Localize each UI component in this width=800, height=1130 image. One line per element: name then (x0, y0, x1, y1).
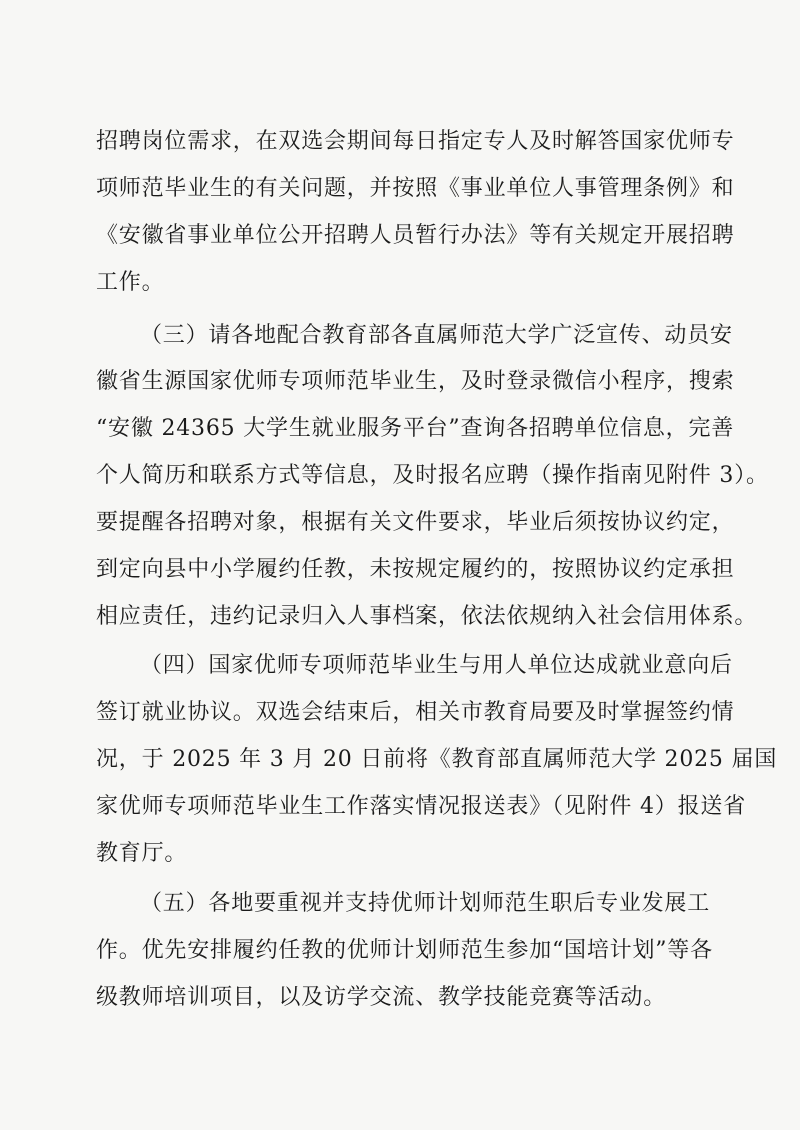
paragraph-line: 徽省生源国家优师专项师范毕业生，及时登录微信小程序，搜索 (96, 369, 735, 394)
paragraph-line: （四）国家优师专项师范毕业生与用人单位达成就业意向后 (140, 653, 733, 678)
paragraph-line: 个人简历和联系方式等信息，及时报名应聘（操作指南见附件 3）。 (96, 463, 769, 488)
paragraph-line: “安徽 24365 大学生就业服务平台”查询各招聘单位信息，完善 (96, 416, 735, 441)
paragraph-line: 级教师培训项目，以及访学交流、教学技能竞赛等活动。 (96, 985, 667, 1010)
paragraph-line: 签订就业协议。双选会结束后，相关市教育局要及时掌握签约情 (96, 700, 735, 725)
paragraph-line: 到定向县中小学履约任教，未按规定履约的，按照协议约定承担 (96, 557, 735, 582)
paragraph-line: 况，于 2025 年 3 月 20 日前将《教育部直属师范大学 2025 届国 (96, 747, 778, 772)
paragraph-line: 要提醒各招聘对象，根据有关文件要求，毕业后须按协议约定， (96, 510, 735, 535)
paragraph-line: 工作。 (96, 270, 165, 295)
paragraph-line: 家优师专项师范毕业生工作落实情况报送表》（见附件 4）报送省 (96, 794, 746, 819)
paragraph-line: （五）各地要重视并支持优师计划师范生职后专业发展工 (140, 891, 711, 916)
paragraph-line: 招聘岗位需求，在双选会期间每日指定专人及时解答国家优师专 (96, 129, 735, 154)
paragraph-line: 相应责任，违约记录归入人事档案，依法依规纳入社会信用体系。 (96, 604, 758, 629)
paragraph-line: 作。优先安排履约任教的优师计划师范生参加“国培计划”等各 (96, 938, 713, 963)
paragraph-line: （三）请各地配合教育部各直属师范大学广泛宣传、动员安 (140, 323, 733, 348)
paragraph-line: 《安徽省事业单位公开招聘人员暂行办法》等有关规定开展招聘 (96, 223, 735, 248)
paragraph-line: 项师范毕业生的有关问题，并按照《事业单位人事管理条例》和 (96, 176, 735, 201)
paragraph-line: 教育厅。 (96, 841, 188, 866)
